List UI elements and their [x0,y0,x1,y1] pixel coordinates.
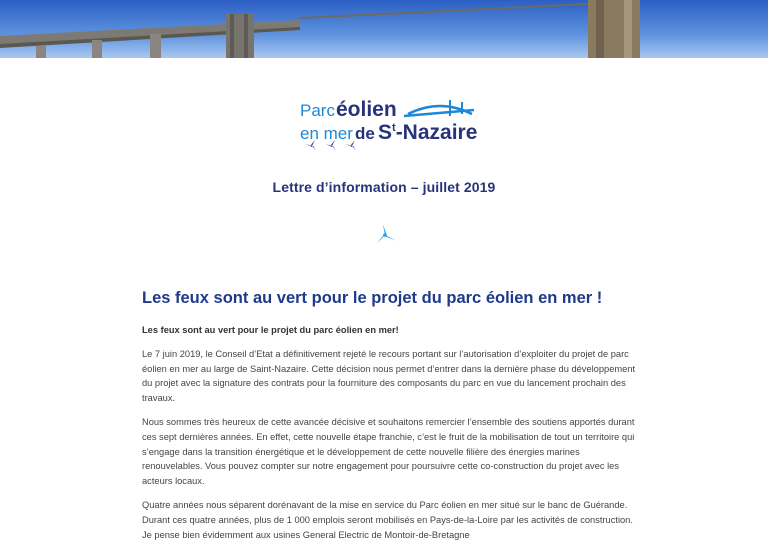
article-paragraph-3: Quatre années nous séparent dorénavant de la mise en service du Parc éolien en mer situé sur le banc de Guérande. Durant ces quatre années, plus de 1 000 emplois seront mobilisés en Pays-de-la-Loire par les activités de construction. Je pense bien évidemment aux usines General Electric de Montoir-de-Bretagne [142,500,633,540]
wind-turbine-icon [372,222,398,248]
logo-word-nazaire: -Nazaire [395,121,478,144]
newsletter-title: Lettre d’information – juillet 2019 [272,179,496,195]
logo-word-de: de [355,124,375,143]
logo [300,92,480,154]
svg-text:en mer [300,124,353,143]
svg-text:St-Nazaire [378,121,477,144]
logo-word-en-mer: en mer [300,124,353,143]
svg-text:éolien [336,98,397,121]
svg-text:de [355,124,375,143]
article-headline: Les feux sont au vert pour le projet du parc éolien en mer ! [142,289,603,307]
logo-word-parc: Parc [300,101,335,120]
article [142,288,636,542]
hero-bridge-image [0,0,768,58]
logo-word-eolien: éolien [336,98,397,121]
svg-text:Parc [300,101,335,120]
logo-word-s: S [378,121,393,144]
bridge-mark-icon [404,100,474,116]
article-paragraph-1: Le 7 juin 2019, le Conseil d’Etat a définitivement rejeté le recours portant sur l’autorisation d’exploiter du projet de parc éolien en mer au large de Saint-Nazaire. Cette décision nous permet d’entrer dans la dernière phase du développement du projet avec la signature des contrats pour la fourniture des composants du parc en vue du lancement prochain des travaux. [142,349,636,403]
article-paragraph-2: Nous sommes très heureux de cette avancée décisive et souhaitons remercier l’ensemble des soutiens apportés durant ces sept dernières années. En effet, cette nouvelle étape franchie, c’est le fruit de la mobilisation de tout un territoire qui s’engage dans la transition énergétique et le développement de cette nouvelle filière des énergies marines renouvelables. Vous pouvez compter sur notre engagement pour poursuivre cette co-construction du projet avec les acteurs locaux. [142,417,635,486]
article-lead: Les feux sont au vert pour le projet du parc éolien en mer! [142,325,399,335]
logo-word-t: t [392,122,396,134]
